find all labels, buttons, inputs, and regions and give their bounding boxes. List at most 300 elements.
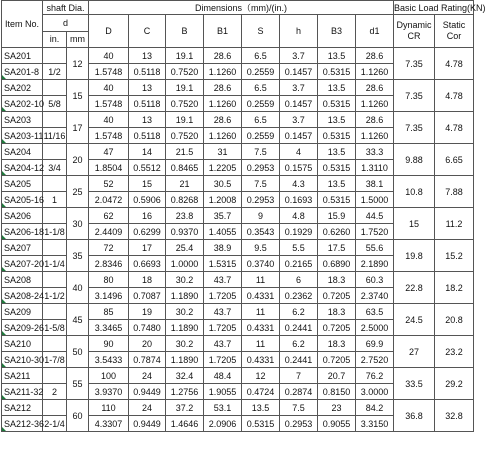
dimension-cell: 1.0000 (166, 256, 204, 272)
static-cor-cell: 29.2 (435, 368, 474, 400)
shaft-in-cell (43, 48, 67, 64)
static-cor-cell: 4.78 (435, 112, 474, 144)
dimension-cell: 25.4 (166, 240, 204, 256)
shaft-in-cell: 2-1/4 (43, 416, 67, 432)
dimension-cell: 2.4409 (89, 224, 129, 240)
table-row (2, 272, 474, 288)
table-row (2, 112, 474, 128)
shaft-in-cell (43, 240, 67, 256)
shaft-in-cell: 1-1/4 (43, 256, 67, 272)
dimension-cell: 0.4331 (242, 320, 280, 336)
dimension-cell: 19 (129, 304, 166, 320)
dynamic-cr-cell: 27 (394, 336, 435, 368)
dimension-cell: 0.2953 (280, 416, 318, 432)
dynamic-cr-cell: 7.35 (394, 48, 435, 80)
shaft-in-cell (43, 176, 67, 192)
dimension-cell: 0.5118 (129, 96, 166, 112)
dimension-cell: 28.6 (356, 48, 394, 64)
item-no-cell: SA205-16 (2, 192, 43, 208)
dimension-cell: 13 (129, 112, 166, 128)
dimension-cell: 24 (129, 368, 166, 384)
dynamic-cr-cell: 7.35 (394, 80, 435, 112)
dimension-cell: 72 (89, 240, 129, 256)
dimension-cell: 1.5748 (89, 128, 129, 144)
item-no-cell: SA201-8 (2, 64, 43, 80)
dimension-cell: 17.5 (318, 240, 356, 256)
dimension-cell: 5.5 (280, 240, 318, 256)
dimension-cell: 3.5433 (89, 352, 129, 368)
dimension-cell: 1.3110 (356, 160, 394, 176)
dimension-cell: 24 (129, 400, 166, 416)
header-mm: mm (67, 31, 89, 48)
dimension-cell: 30.2 (166, 304, 204, 320)
dimension-cell: 0.7205 (318, 320, 356, 336)
item-no-cell: SA202-10 (2, 96, 43, 112)
dimension-cell: 0.9449 (129, 384, 166, 400)
item-no-cell: SA202 (2, 80, 43, 96)
dimension-cell: 19.1 (166, 48, 204, 64)
dimension-cell: 13.5 (318, 112, 356, 128)
dimension-cell: 38.9 (204, 240, 242, 256)
dimension-cell: 38.1 (356, 176, 394, 192)
shaft-in-cell: 2 (43, 384, 67, 400)
dimension-cell: 28.6 (204, 48, 242, 64)
dimension-cell: 4.3307 (89, 416, 129, 432)
header-dynamic-cr: Dynamic CR (394, 15, 435, 48)
dimension-cell: 0.3740 (242, 256, 280, 272)
item-no-cell: SA210-30 (2, 352, 43, 368)
dimension-cell: 33.3 (356, 144, 394, 160)
dimension-cell: 0.8465 (166, 160, 204, 176)
dimension-cell: 6 (280, 272, 318, 288)
header-col-S: S (242, 15, 280, 48)
item-no-cell: SA206 (2, 208, 43, 224)
dimension-cell: 0.5315 (242, 416, 280, 432)
dimension-cell: 1.7520 (356, 224, 394, 240)
dimension-cell: 0.1929 (280, 224, 318, 240)
dimension-cell: 2.5000 (356, 320, 394, 336)
dimension-cell: 47 (89, 144, 129, 160)
shaft-mm-cell: 50 (67, 336, 89, 368)
item-no-cell: SA208 (2, 272, 43, 288)
dimension-cell: 0.1575 (280, 160, 318, 176)
dimension-cell: 1.1260 (204, 64, 242, 80)
dimension-cell: 1.2756 (166, 384, 204, 400)
dynamic-cr-cell: 36.8 (394, 400, 435, 432)
dimension-cell: 110 (89, 400, 129, 416)
dimension-cell: 13.5 (318, 48, 356, 64)
header-col-h: h (280, 15, 318, 48)
table-row (2, 368, 474, 384)
dimension-cell: 76.2 (356, 368, 394, 384)
dimension-cell: 43.7 (204, 272, 242, 288)
dimension-cell: 0.2953 (242, 160, 280, 176)
dimension-cell: 15 (129, 176, 166, 192)
shaft-in-cell (43, 208, 67, 224)
bearing-spec-table (1, 0, 486, 432)
dimension-cell: 0.2559 (242, 96, 280, 112)
dimension-cell: 13.5 (242, 400, 280, 416)
header-static-cor: Static Cor (435, 15, 474, 48)
shaft-in-cell: 1 (43, 192, 67, 208)
item-no-cell: SA204-12 (2, 160, 43, 176)
shaft-in-cell: 1-1/2 (43, 288, 67, 304)
shaft-mm-cell: 15 (67, 80, 89, 112)
dimension-cell: 1.5000 (356, 192, 394, 208)
dimension-cell: 84.2 (356, 400, 394, 416)
item-no-cell: SA203-11 (2, 128, 43, 144)
dynamic-cr-cell: 9.88 (394, 144, 435, 176)
shaft-in-cell: 1/2 (43, 64, 67, 80)
dimension-cell: 1.5315 (204, 256, 242, 272)
dimension-cell: 1.4646 (166, 416, 204, 432)
dimension-cell: 30.5 (204, 176, 242, 192)
header-col-d1: d1 (356, 15, 394, 48)
shaft-mm-cell: 55 (67, 368, 89, 400)
dimension-cell: 0.7874 (129, 352, 166, 368)
table-row (2, 144, 474, 160)
item-no-cell: SA204 (2, 144, 43, 160)
dimension-cell: 13.5 (318, 144, 356, 160)
dimension-cell: 0.2559 (242, 128, 280, 144)
item-no-cell: SA205 (2, 176, 43, 192)
dimension-cell: 0.9449 (129, 416, 166, 432)
static-cor-cell: 7.88 (435, 176, 474, 208)
dimension-cell: 1.1890 (166, 288, 204, 304)
dimension-cell: 16 (129, 208, 166, 224)
dimension-cell: 2.7520 (356, 352, 394, 368)
dimension-cell: 1.7205 (204, 352, 242, 368)
dimension-cell: 28.6 (204, 112, 242, 128)
dimension-cell: 23.8 (166, 208, 204, 224)
item-no-cell: SA211-32 (2, 384, 43, 400)
dimension-cell: 0.5315 (318, 128, 356, 144)
shaft-mm-cell: 17 (67, 112, 89, 144)
dimension-cell: 0.3543 (242, 224, 280, 240)
dimension-cell: 0.5118 (129, 64, 166, 80)
static-cor-cell: 32.8 (435, 400, 474, 432)
dimension-cell: 9 (242, 208, 280, 224)
shaft-mm-cell: 25 (67, 176, 89, 208)
dimension-cell: 4.8 (280, 208, 318, 224)
dimension-cell: 9.5 (242, 240, 280, 256)
dimension-cell: 1.4055 (204, 224, 242, 240)
dimension-cell: 0.2559 (242, 64, 280, 80)
dimension-cell: 3.9370 (89, 384, 129, 400)
dimension-cell: 4 (280, 144, 318, 160)
item-no-cell: SA212 (2, 400, 43, 416)
dimension-cell: 13 (129, 80, 166, 96)
table-row (2, 336, 474, 352)
item-no-cell: SA210 (2, 336, 43, 352)
dimension-cell: 18.3 (318, 336, 356, 352)
dimension-cell: 62 (89, 208, 129, 224)
dimension-cell: 1.1260 (356, 64, 394, 80)
dimension-cell: 28.6 (204, 80, 242, 96)
dimension-cell: 0.6260 (318, 224, 356, 240)
dimension-cell: 0.6693 (129, 256, 166, 272)
dimension-cell: 37.2 (166, 400, 204, 416)
dimension-cell: 40 (89, 80, 129, 96)
dimension-cell: 2.8346 (89, 256, 129, 272)
shaft-in-cell: 1-5/8 (43, 320, 67, 336)
dimension-cell: 28.6 (356, 80, 394, 96)
dimension-cell: 11 (242, 336, 280, 352)
dimension-cell: 0.5315 (318, 160, 356, 176)
dimension-cell: 0.7520 (166, 96, 204, 112)
dimension-cell: 6.5 (242, 48, 280, 64)
shaft-in-cell (43, 400, 67, 416)
shaft-in-cell: 11/16 (43, 128, 67, 144)
dimension-cell: 1.1260 (204, 96, 242, 112)
dimension-cell: 48.4 (204, 368, 242, 384)
dynamic-cr-cell: 22.8 (394, 272, 435, 304)
shaft-in-cell (43, 368, 67, 384)
dimension-cell: 7.5 (242, 144, 280, 160)
dimension-cell: 0.7205 (318, 288, 356, 304)
shaft-mm-cell: 45 (67, 304, 89, 336)
item-no-cell: SA201 (2, 48, 43, 64)
dimension-cell: 18.3 (318, 304, 356, 320)
dimension-cell: 20 (129, 336, 166, 352)
dimension-cell: 21.5 (166, 144, 204, 160)
shaft-mm-cell: 30 (67, 208, 89, 240)
header-shaft-dia: shaft Dia. (43, 1, 89, 15)
item-no-cell: SA207-20 (2, 256, 43, 272)
dimension-cell: 0.4724 (242, 384, 280, 400)
dimension-cell: 1.1260 (356, 96, 394, 112)
dimension-cell: 6.2 (280, 336, 318, 352)
dimension-cell: 0.6299 (129, 224, 166, 240)
header-load-rating: Basic Load Rating(KN) (394, 2, 486, 13)
item-no-cell: SA206-18 (2, 224, 43, 240)
dimension-cell: 55.6 (356, 240, 394, 256)
static-cor-cell: 6.65 (435, 144, 474, 176)
dimension-cell: 1.7205 (204, 288, 242, 304)
header-col-C: C (129, 15, 166, 48)
dimension-cell: 2.0906 (204, 416, 242, 432)
dimension-cell: 0.2953 (242, 192, 280, 208)
dimension-cell: 0.1457 (280, 128, 318, 144)
shaft-in-cell: 5/8 (43, 96, 67, 112)
dimension-cell: 20.7 (318, 368, 356, 384)
item-no-cell: SA211 (2, 368, 43, 384)
dimension-cell: 0.2441 (280, 352, 318, 368)
header-dimensions: Dimensions（mm)/(in.) (89, 1, 394, 15)
item-no-cell: SA209-26 (2, 320, 43, 336)
dimension-cell: 60.3 (356, 272, 394, 288)
dimension-cell: 3.1496 (89, 288, 129, 304)
dynamic-cr-cell: 15 (394, 208, 435, 240)
header-d: d (43, 15, 89, 32)
dimension-cell: 0.4331 (242, 288, 280, 304)
dimension-cell: 6.5 (242, 80, 280, 96)
dimension-cell: 19.1 (166, 80, 204, 96)
static-cor-cell: 18.2 (435, 272, 474, 304)
dimension-cell: 21 (166, 176, 204, 192)
table-row (2, 240, 474, 256)
dimension-cell: 0.9370 (166, 224, 204, 240)
dimension-cell: 0.5315 (318, 96, 356, 112)
static-cor-cell: 23.2 (435, 336, 474, 368)
table-row (2, 208, 474, 224)
dimension-cell: 0.4331 (242, 352, 280, 368)
dimension-cell: 0.5118 (129, 128, 166, 144)
item-no-cell: SA212-36 (2, 416, 43, 432)
header-col-B1: B1 (204, 15, 242, 48)
dimension-cell: 6.5 (242, 112, 280, 128)
dimension-cell: 0.5315 (318, 64, 356, 80)
dimension-cell: 18.3 (318, 272, 356, 288)
dimension-cell: 0.5315 (318, 192, 356, 208)
dynamic-cr-cell: 24.5 (394, 304, 435, 336)
item-no-cell: SA203 (2, 112, 43, 128)
dimension-cell: 40 (89, 112, 129, 128)
dimension-cell: 13.5 (318, 176, 356, 192)
dimension-cell: 3.7 (280, 48, 318, 64)
shaft-in-cell: 3/4 (43, 160, 67, 176)
dimension-cell: 1.1890 (166, 352, 204, 368)
item-no-cell: SA209 (2, 304, 43, 320)
dimension-cell: 80 (89, 272, 129, 288)
dimension-cell: 1.1260 (356, 128, 394, 144)
dimension-cell: 0.2874 (280, 384, 318, 400)
dimension-cell: 15.9 (318, 208, 356, 224)
dimension-cell: 53.1 (204, 400, 242, 416)
dimension-cell: 1.8504 (89, 160, 129, 176)
dimension-cell: 0.6890 (318, 256, 356, 272)
dimension-cell: 0.7520 (166, 64, 204, 80)
dimension-cell: 0.7480 (129, 320, 166, 336)
dimension-cell: 1.2205 (204, 160, 242, 176)
dimension-cell: 3.0000 (356, 384, 394, 400)
dimension-cell: 17 (129, 240, 166, 256)
table-row (2, 80, 474, 96)
dimension-cell: 2.1890 (356, 256, 394, 272)
dimension-cell: 7.5 (280, 400, 318, 416)
dimension-cell: 3.7 (280, 112, 318, 128)
dimension-cell: 11 (242, 272, 280, 288)
dimension-cell: 1.1890 (166, 320, 204, 336)
dimension-cell: 31 (204, 144, 242, 160)
dimension-cell: 0.7520 (166, 128, 204, 144)
shaft-in-cell: 1-7/8 (43, 352, 67, 368)
dimension-cell: 12 (242, 368, 280, 384)
dimension-cell: 63.5 (356, 304, 394, 320)
dynamic-cr-cell: 7.35 (394, 112, 435, 144)
dimension-cell: 69.9 (356, 336, 394, 352)
dimension-cell: 1.5748 (89, 96, 129, 112)
dimension-cell: 0.1457 (280, 96, 318, 112)
dimension-cell: 32.4 (166, 368, 204, 384)
header-item-no: Item No. (2, 1, 43, 48)
static-cor-cell: 4.78 (435, 48, 474, 80)
dimension-cell: 3.7 (280, 80, 318, 96)
shaft-in-cell (43, 80, 67, 96)
dimension-cell: 23 (318, 400, 356, 416)
static-cor-cell: 4.78 (435, 80, 474, 112)
table-row (2, 48, 474, 64)
dimension-cell: 0.1457 (280, 64, 318, 80)
header-col-B3: B3 (318, 15, 356, 48)
static-cor-cell: 11.2 (435, 208, 474, 240)
item-no-cell: SA207 (2, 240, 43, 256)
table-row (2, 176, 474, 192)
table-row (2, 400, 474, 416)
dimension-cell: 100 (89, 368, 129, 384)
dimension-cell: 3.3465 (89, 320, 129, 336)
dimension-cell: 90 (89, 336, 129, 352)
header-col-D: D (89, 15, 129, 48)
dimension-cell: 28.6 (356, 112, 394, 128)
dimension-cell: 52 (89, 176, 129, 192)
static-cor-cell: 15.2 (435, 240, 474, 272)
dimension-cell: 0.5512 (129, 160, 166, 176)
static-cor-cell: 20.8 (435, 304, 474, 336)
dynamic-cr-cell: 33.5 (394, 368, 435, 400)
dynamic-cr-cell: 19.8 (394, 240, 435, 272)
dimension-cell: 1.1260 (204, 128, 242, 144)
dynamic-cr-cell: 10.8 (394, 176, 435, 208)
shaft-mm-cell: 20 (67, 144, 89, 176)
dimension-cell: 30.2 (166, 336, 204, 352)
dimension-cell: 0.8150 (318, 384, 356, 400)
dimension-cell: 11 (242, 304, 280, 320)
dimension-cell: 14 (129, 144, 166, 160)
dimension-cell: 6.2 (280, 304, 318, 320)
dimension-cell: 3.3150 (356, 416, 394, 432)
dimension-cell: 0.9055 (318, 416, 356, 432)
shaft-in-cell: 1-1/8 (43, 224, 67, 240)
dimension-cell: 1.9055 (204, 384, 242, 400)
table-body (2, 48, 474, 432)
dimension-cell: 43.7 (204, 304, 242, 320)
shaft-in-cell (43, 336, 67, 352)
dimension-cell: 0.2362 (280, 288, 318, 304)
header-in: in. (43, 31, 67, 48)
dimension-cell: 13.5 (318, 80, 356, 96)
dimension-cell: 1.7205 (204, 320, 242, 336)
dimension-cell: 19.1 (166, 112, 204, 128)
dimension-cell: 7 (280, 368, 318, 384)
table-row (2, 304, 474, 320)
shaft-in-cell (43, 112, 67, 128)
shaft-in-cell (43, 304, 67, 320)
dimension-cell: 2.3740 (356, 288, 394, 304)
dimension-cell: 0.5906 (129, 192, 166, 208)
dimension-cell: 0.7205 (318, 352, 356, 368)
dimension-cell: 1.2008 (204, 192, 242, 208)
shaft-in-cell (43, 272, 67, 288)
dimension-cell: 0.2441 (280, 320, 318, 336)
header-col-B: B (166, 15, 204, 48)
dimension-cell: 13 (129, 48, 166, 64)
dimension-cell: 0.2165 (280, 256, 318, 272)
dimension-cell: 0.1693 (280, 192, 318, 208)
shaft-in-cell (43, 144, 67, 160)
dimension-cell: 44.5 (356, 208, 394, 224)
dimension-cell: 0.8268 (166, 192, 204, 208)
dimension-cell: 0.7087 (129, 288, 166, 304)
dimension-cell: 4.3 (280, 176, 318, 192)
shaft-mm-cell: 35 (67, 240, 89, 272)
shaft-mm-cell: 40 (67, 272, 89, 304)
dimension-cell: 2.0472 (89, 192, 129, 208)
dimension-cell: 18 (129, 272, 166, 288)
dimension-cell: 35.7 (204, 208, 242, 224)
dimension-cell: 1.5748 (89, 64, 129, 80)
dimension-cell: 85 (89, 304, 129, 320)
